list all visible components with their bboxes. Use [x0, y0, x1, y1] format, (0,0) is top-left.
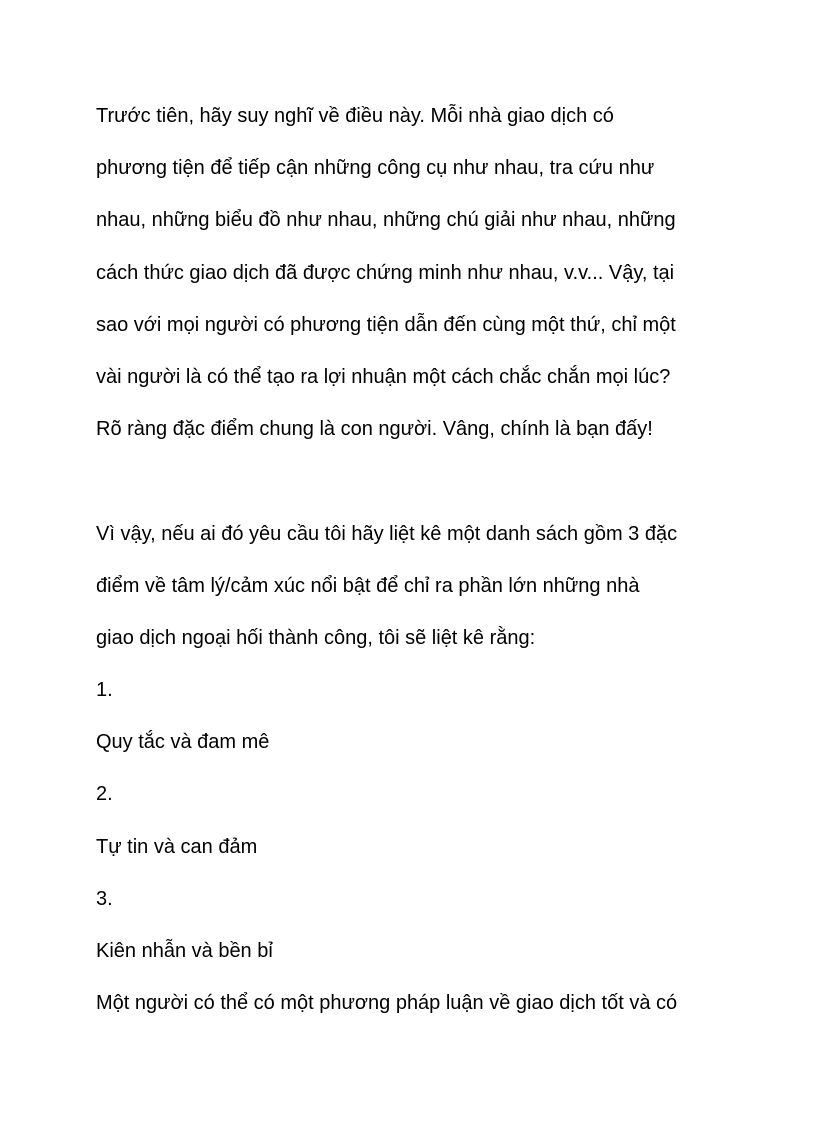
text-line: Vì vậy, nếu ai đó yêu cầu tôi hãy liệt kê một danh sách gồm 3 đặc	[96, 522, 678, 545]
paragraph-spacer	[96, 461, 736, 513]
closing-line: Một người có thể có một phương pháp luận về giao dịch tốt và có	[96, 992, 678, 1015]
text-line: Trước tiên, hãy suy nghĩ về điều này. Mỗi nhà giao dịch có	[96, 105, 614, 127]
list-item-text: Tự tin và can đảm	[96, 835, 258, 858]
intro-paragraph	[96, 96, 736, 461]
text-line: Rõ ràng đặc điểm chung là con người. Vâng, chính là bạn đấy!	[96, 418, 653, 441]
text-line: cách thức giao dịch đã được chứng minh như nhau, v.v... Vậy, tại	[96, 261, 675, 284]
list-item-number: 3.	[96, 887, 113, 910]
list-item-number: 2.	[96, 783, 113, 806]
text-line: sao với mọi người có phương tiện dẫn đến cùng một thứ, chỉ một	[96, 313, 676, 336]
list-intro-paragraph	[96, 514, 736, 671]
text-line: điểm về tâm lý/cảm xúc nổi bật để chỉ ra phần lớn những nhà	[96, 574, 640, 597]
numbered-list	[96, 670, 736, 983]
text-line: giao dịch ngoại hối thành công, tôi sẽ liệt kê rằng:	[96, 626, 536, 649]
text-line: phương tiện để tiếp cận những công cụ như nhau, tra cứu như	[96, 157, 655, 180]
list-item-text: Kiên nhẫn và bền bỉ	[96, 940, 273, 962]
list-item-number: 1.	[96, 679, 113, 702]
document-page	[96, 96, 736, 1035]
text-line: vài người là có thể tạo ra lợi nhuận một cách chắc chắn mọi lúc?	[96, 365, 671, 388]
list-item-text: Quy tắc và đam mê	[96, 731, 270, 754]
text-line: nhau, những biểu đồ như nhau, những chú giải như nhau, những	[96, 209, 676, 232]
